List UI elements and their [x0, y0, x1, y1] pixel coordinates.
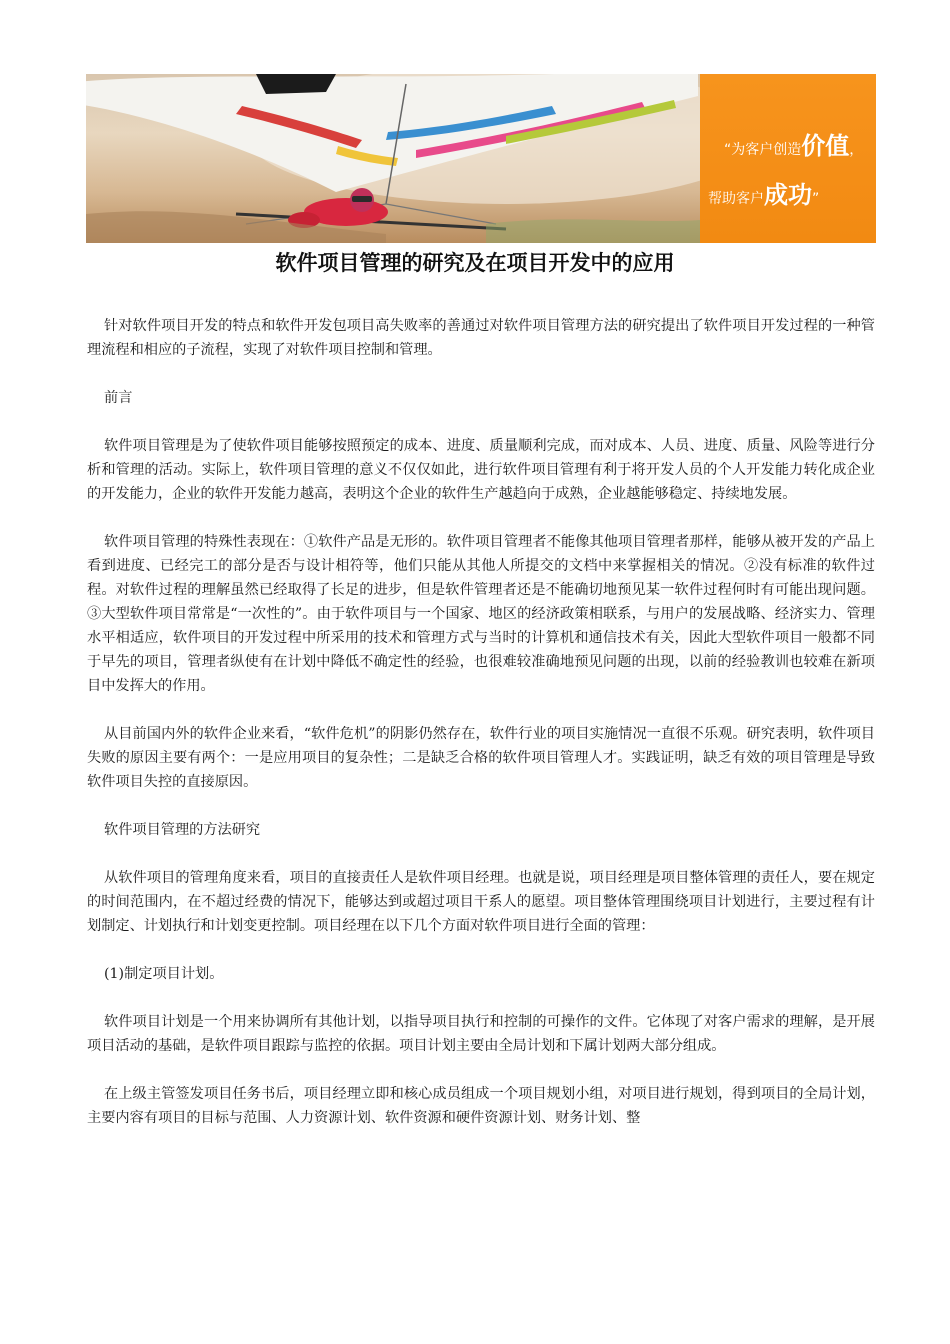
hang-glider-photo: [86, 74, 700, 243]
heading-methods: 软件项目管理的方法研究: [104, 822, 261, 838]
paragraph: 软件项目管理是为了使软件项目能够按照预定的成本、进度、质量顺利完成，而对成本、人员、进度、质量、风险等进行分析和管理的活动。实际上，软件项目管理的意义不仅仅如此，进行软件项目管理有利于将开发人员的个人开发能力转化成企业的开发能力，企业的软件开发能力越高，表明这个企业的软件生产越趋向于成熟，企业越能够稳定、持续地发展。: [87, 438, 875, 502]
list-item-heading: (1)制定项目计划。: [104, 966, 224, 982]
slogan-text: 帮助客户: [708, 191, 764, 207]
slogan-text: “为客户创造: [724, 142, 802, 158]
header-banner: [86, 74, 876, 243]
document-title: 软件项目管理的研究及在项目开发中的应用: [275, 251, 675, 275]
paragraph: 软件项目管理的特殊性表现在：①软件产品是无形的。软件项目管理者不能像其他项目管理者那样，能够从被开发的产品上看到进度、已经完工的部分是否与设计相符等，他们只能从其他人所提交的文档中来掌握相关的情况。②没有标准的软件过程。对软件过程的理解虽然已经取得了长足的进步，但是软件管理者还是不能确切地预见某一软件过程何时有可能出现问题。③大型软件项目常常是“一次性的”。由于软件项目与一个国家、地区的经济政策相联系，与用户的发展战略、经济实力、管理水平相适应，软件项目的开发过程中所采用的技术和管理方式与当时的计算机和通信技术有关，因此大型软件项目一般都不同于早先的项目，管理者纵使有在计划中降低不确定性的经验，也很难较准确地预见问题的出现，以前的经验教训也较难在新项目中发挥大的作用。: [87, 534, 875, 694]
slogan-line-1: [724, 126, 863, 161]
slogan-line-2: [708, 175, 819, 210]
paragraph: 从目前国内外的软件企业来看，“软件危机”的阴影仍然存在，软件行业的项目实施情况一直很不乐观。研究表明，软件项目失败的原因主要有两个：一是应用项目的复杂性；二是缺乏合格的软件项目管理人才。实践证明，缺乏有效的项目管理是导致软件项目失控的直接原因。: [87, 726, 875, 790]
paragraph: 软件项目计划是一个用来协调所有其他计划，以指导项目执行和控制的可操作的文件。它体现了对客户需求的理解，是开展项目活动的基础，是软件项目跟踪与监控的依据。项目计划主要由全局计划和下属计划两大部分组成。: [87, 1014, 875, 1054]
hang-glider-illustration: [86, 74, 700, 243]
slogan-text: ”: [812, 191, 820, 207]
slogan-panel: [700, 74, 876, 243]
slogan-text: ，: [849, 142, 864, 158]
heading-preface: 前言: [104, 390, 133, 406]
document-body: [87, 314, 875, 1154]
paragraph-abstract: 针对软件项目开发的特点和软件开发包项目高失败率的善通过对软件项目管理方法的研究提出了软件项目开发过程的一种管理流程和相应的子流程，实现了对软件项目控制和管理。: [87, 318, 875, 358]
paragraph: 在上级主管签发项目任务书后，项目经理立即和核心成员组成一个项目规划小组，对项目进行规划，得到项目的全局计划，主要内容有项目的目标与范围、人力资源计划、软件资源和硬件资源计划、财务计划、整: [87, 1086, 875, 1126]
paragraph: 从软件项目的管理角度来看，项目的直接责任人是软件项目经理。也就是说，项目经理是项目整体管理的责任人，要在规定的时间范围内，在不超过经费的情况下，能够达到或超过项目干系人的愿望。项目整体管理围绕项目计划进行，主要过程有计划制定、计划执行和计划变更控制。项目经理在以下几个方面对软件项目进行全面的管理：: [87, 870, 875, 934]
slogan-emphasis: 成功: [764, 181, 812, 209]
slogan-emphasis: 价值: [801, 132, 850, 160]
